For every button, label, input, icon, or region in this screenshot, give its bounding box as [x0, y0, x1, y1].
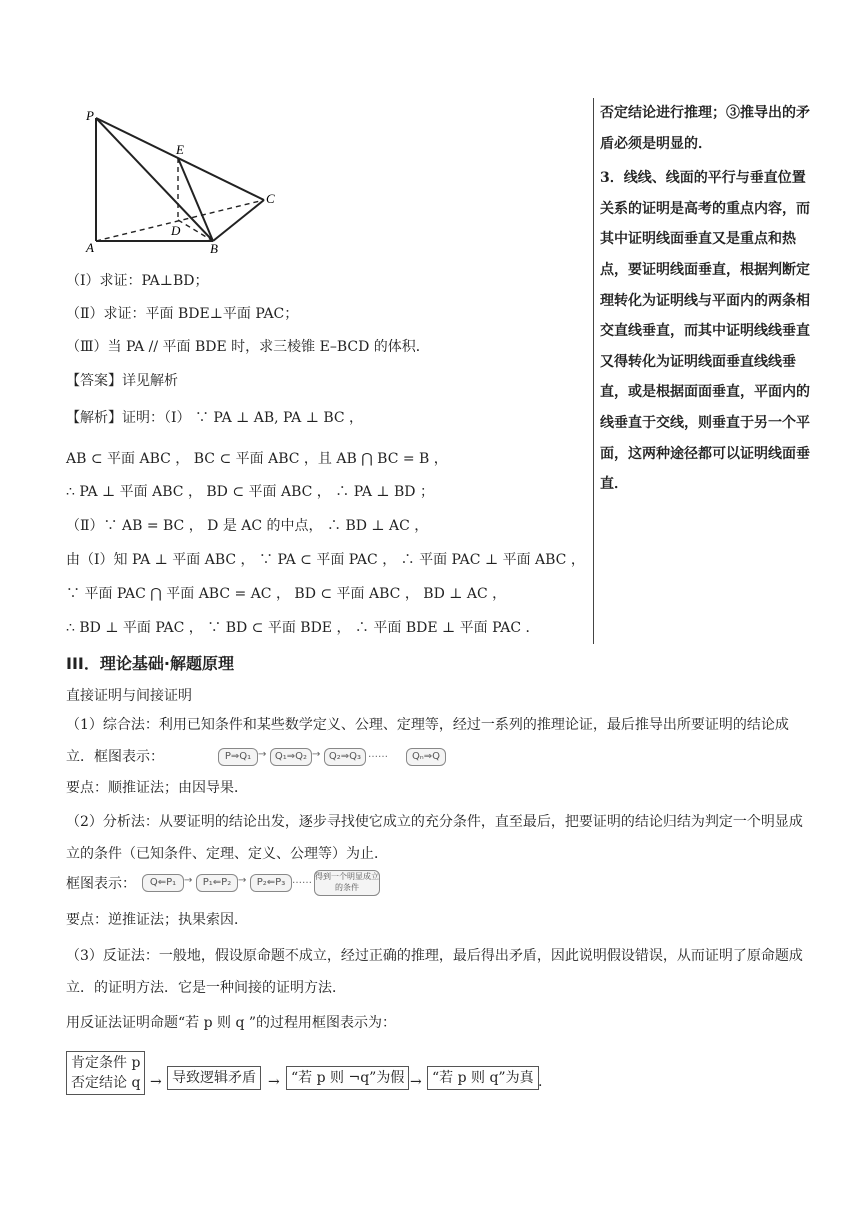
analysis-paragraph: （2）分析法：从要证明的结论出发，逐步寻找使它成立的充分条件，直至最后，把要证明的结论归结为判定一个明显成立的条件（已知条件、定理、定义、公理等）为止．	[66, 814, 803, 862]
arrow-icon: →	[184, 875, 193, 886]
sidebar-paragraph-1: 否定结论进行推理；③推导出的矛盾必须是明显的．	[600, 105, 810, 152]
column-divider	[593, 98, 594, 644]
solution-line-6: ∵ 平面 PAC ⋂ 平面 ABC = AC ， BD ⊂ 平面 ABC ， BD ⊥ AC ，	[66, 586, 507, 602]
contradiction-figure-label: 用反证法证明命题“若 p 则 q ”的过程用框图表示为：	[66, 1015, 397, 1031]
arrow-icon: →	[268, 1074, 280, 1090]
contradiction-step-1	[66, 1051, 145, 1095]
answer-label: 【答案】详见解析	[66, 373, 178, 389]
synthesis-step-2: Q₁⇒Q₂	[270, 748, 312, 766]
synthesis-step-3: Q₂⇒Q₃	[324, 748, 366, 766]
analysis-step-final: 得到一个明显成立的条件	[314, 870, 380, 896]
label-D: D	[171, 223, 181, 238]
label-C: C	[266, 191, 275, 206]
synthesis-step-final: Qₙ⇒Q	[406, 748, 446, 766]
label-E: E	[176, 142, 184, 157]
contradiction-step-2: 导致逻辑矛盾	[167, 1066, 261, 1090]
synthesis-text: （1）综合法：利用已知条件和某些数学定义、公理、定理等，经过一系列的推理论证，最后推导出所要证明的结论成立．框图表示：	[66, 717, 789, 765]
section-subtitle: 直接证明与间接证明	[66, 688, 192, 704]
analysis-key-points: 要点：逆推证法；执果索因．	[66, 912, 248, 928]
arrow-icon: →	[312, 749, 321, 760]
period-mark: .	[538, 1074, 543, 1090]
analysis-step-3: P₂⇐P₃	[250, 874, 292, 892]
question-2: （Ⅱ）求证：平面 BDE⊥平面 PAC；	[66, 306, 299, 322]
solution-line-5: 由（Ⅰ）知 PA ⊥ 平面 ABC ， ∵ PA ⊂ 平面 PAC ， ∴ 平面 PAC ⊥ 平面 ABC ，	[66, 552, 585, 568]
sidebar-paragraph-2: 3．线线、线面的平行与垂直位置关系的证明是高考的重点内容，而其中证明线面垂直又是重点和热点，要证明线面垂直，根据判断定理转化为证明线与平面内的两条相交直线垂直，而其中证明线线垂直又得转化为证明线面垂直线线垂直，或是根据面面垂直，平面内的线垂直于交线，则垂直于另一个平面，这两种途径都可以证明线面垂直．	[600, 170, 810, 493]
ellipsis-icon: ……	[292, 875, 312, 886]
synthesis-step-1: P⇒Q₁	[218, 748, 258, 766]
label-P: P	[86, 108, 94, 123]
label-A: A	[86, 240, 94, 254]
arrow-icon: →	[410, 1074, 422, 1090]
question-1: （Ⅰ）求证：PA⊥BD；	[66, 273, 209, 289]
contradiction-step-4: “若 p 则 q”为真	[427, 1066, 539, 1090]
assumption-line-2: 否定结论 q	[71, 1075, 141, 1091]
ellipsis-icon: ……	[368, 749, 388, 760]
solution-line-4: （Ⅱ）∵ AB = BC ， D 是 AC 的中点， ∴ BD ⊥ AC ，	[66, 518, 429, 534]
assumption-line-1: 肯定条件 p	[71, 1055, 141, 1071]
arrow-icon: →	[238, 875, 247, 886]
synthesis-key-points: 要点：顺推证法；由因导果．	[66, 780, 248, 796]
sidebar-notes	[600, 98, 812, 500]
analysis-figure-label: 框图表示：	[66, 876, 136, 892]
solution-line-2: AB ⊂ 平面 ABC ， BC ⊂ 平面 ABC ，且 AB ⋂ BC = B ，	[66, 451, 448, 467]
contradiction-paragraph: （3）反证法：一般地，假设原命题不成立，经过正确的推理，最后得出矛盾，因此说明假设错误，从而证明了原命题成立．的证明方法．它是一种间接的证明方法．	[66, 948, 803, 996]
solution-line-7: ∴ BD ⊥ 平面 PAC ， ∵ BD ⊂ 平面 BDE ， ∴ 平面 BDE ⊥ 平面 PAC ．	[66, 620, 540, 636]
solution-line-1: 【解析】证明：（Ⅰ） ∵ PA ⊥ AB, PA ⊥ BC ，	[66, 410, 364, 426]
solution-line-3: ∴ PA ⊥ 平面 ABC ， BD ⊂ 平面 ABC ， ∴ PA ⊥ BD ；	[66, 484, 434, 500]
arrow-icon: →	[150, 1074, 162, 1090]
arrow-icon: →	[258, 749, 267, 760]
section-title: III．理论基础·解题原理	[66, 654, 234, 673]
contradiction-step-3: “若 p 则 ¬q”为假	[286, 1066, 409, 1090]
analysis-step-1: Q⇐P₁	[142, 874, 184, 892]
analysis-step-2: P₁⇐P₂	[196, 874, 238, 892]
pyramid-figure	[80, 108, 280, 254]
label-B: B	[210, 241, 218, 254]
question-3: （Ⅲ）当 PA // 平面 BDE 时，求三棱锥 E–BCD 的体积．	[66, 339, 430, 355]
